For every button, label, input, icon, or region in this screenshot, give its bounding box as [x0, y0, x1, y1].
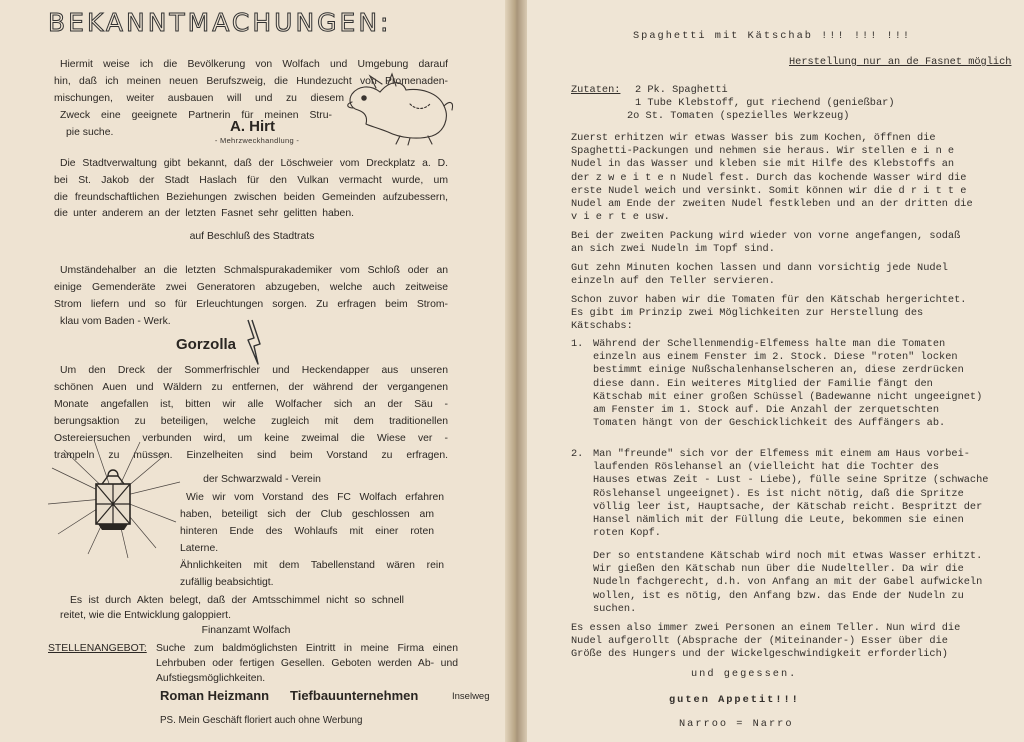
stellen-label: STELLENANGEBOT:: [48, 643, 147, 654]
fc-notice-line: Ähnlichkeiten mit dem Tabellenstand wären rein: [180, 560, 444, 571]
fc-notice-line: hinteren Ende des Wohlaufs mit einer roten: [180, 526, 434, 537]
zutaten-item: 1 Tube Klebstoff, gut riechend (genießbar): [635, 97, 895, 109]
company-ps: PS. Mein Geschäft floriert auch ohne Werbung: [160, 715, 363, 726]
hirt-notice-line: pie suche.: [66, 127, 114, 138]
appetit-line: guten Appetit!!!: [669, 694, 800, 706]
schwarzwald-notice-line: Um den Dreck der Sommerfrischler und Heckendapper aus unseren: [60, 365, 448, 376]
fc-notice-line: zufällig beabsichtigt.: [180, 577, 274, 588]
company-street: Inselweg: [452, 691, 490, 702]
finanz-notice-line: reitet, wie die Entwicklung galoppiert.: [60, 610, 231, 621]
recipe-list-item: Während der Schellenmendig-Elfemess halte man die Tomaten einzeln aus einem Fenster im 2. Stock. Diese "roten" locken bestimmt einige Nußschalenhanselscheren an, diese zerdrücken diese dann. Ein weiteres Mitglied der Familie fängt den Kätschab mit einer großen Schüssel (Badewanne nicht ungeeignet) am Fenster im 1. Stock auf. Die Anzahl der zerquetschten Tomaten hängt von der Geschicklichkeit des Auffängers ab.: [593, 338, 983, 430]
schwarzwald-notice-line: schönen Auen und Wäldern zu entfernen, der während der vergangenen: [54, 382, 448, 393]
recipe-subtitle: Herstellung nur an de Fasnet möglich: [789, 56, 1012, 68]
lantern-icon: [44, 438, 184, 560]
fc-notice-line: haben, beteiligt sich der Club geschlossen am: [180, 509, 434, 520]
finanz-notice-line: Es ist durch Akten belegt, daß der Amtsschimmel nicht so schnell: [70, 595, 404, 606]
gorzolla-notice-line: Umständehalber an die letzten Schmalspurakademiker vom Schloß oder an: [60, 265, 448, 276]
recipe-paragraph: Zuerst erhitzen wir etwas Wasser bis zum Kochen, öffnen die Spaghetti-Packungen und nehmen sie heraus. Wir stellen e i n e Nudel in das Wasser und kleben sie mit Hilfe des Klebstoffs an der z w e i t e n Nudel fest. Durch das kochende Wasser wird die erste Nudel weich und versinkt. Somit können wir die d r i t t e Nudel am Ende der zweiten Nudel festkleben und an der dritten die v i e r t e usw.: [571, 132, 973, 224]
schwarzwald-notice-line: berungsaktion zu beteiligen, welche zugleich mit dem traditionellen: [54, 416, 448, 427]
recipe-list-item-continued: Der so entstandene Kätschab wird noch mit etwas Wasser erhitzt. Wir gießen den Kätschab nun über die Nudelteller. Da wir die Nudeln fachgerecht, d.h. von Anfang an mit der Gabel aufwickeln wollen, ist es nötig, den Anfang bzw. das Ende der Nudeln zu suchen.: [593, 550, 983, 615]
gorzolla-name: Gorzolla: [176, 336, 237, 353]
hirt-notice-line: mischungen, weiter ausbauen will und zu diesem: [54, 93, 344, 104]
zutaten-label: Zutaten:: [571, 84, 621, 96]
left-page: [0, 0, 505, 742]
schwarzwald-notice-line: Monate angefallen ist, bitten wir alle Wolfacher sich an der Säu -: [54, 399, 448, 410]
stellen-notice-line: Aufstiegsmöglichkeiten.: [156, 673, 266, 684]
company-type: Tiefbauunternehmen: [290, 688, 419, 703]
stellen-notice-line: Lehrbuben oder fertigen Gesellen. Geboten werden Ab- und: [156, 658, 458, 669]
list-number: 2.: [571, 448, 584, 460]
stadt-sign: auf Beschluß des Stadtrats: [189, 231, 315, 242]
fc-notice-line: Laterne.: [180, 543, 219, 554]
stadt-notice-line: Die Stadtverwaltung gibt bekannt, daß der Löschweier vom Dreckplatz a. D.: [60, 158, 448, 169]
gorzolla-notice-line: klau vom Baden - Werk.: [60, 316, 171, 327]
recipe-list-item: Man "freunde" sich vor der Elfemess mit einem am Haus vorbei- laufenden Röslehansel an (vielleicht hat die Tochter des Hauses etwas Zeit - Lust - Liebe), fülle seine Spritze (schwache Röslehansel ungeeignet). Es ist nicht nötig, daß die Spritze völlig leer ist, Hauptsache, der Kätschab reicht. Bespritzt der Hansel nämlich mit der Füllung die Leute, bekommen sie einen roten Kopf.: [593, 448, 989, 540]
right-page: [527, 0, 1024, 742]
recipe-paragraph: Gut zehn Minuten kochen lassen und dann vorsichtig jede Nudel einzeln auf den Teller servieren.: [571, 262, 948, 288]
recipe-paragraph: Bei der zweiten Packung wird wieder von vorne angefangen, sodaß an sich zwei Nudeln im Topf sind.: [571, 230, 961, 256]
finanz-sign: Finanzamt Wolfach: [201, 625, 291, 636]
schwarzwald-sign: der Schwarzwald - Verein: [203, 474, 321, 485]
zutaten-item: 2o St. Tomaten (spezielles Werkzeug): [627, 110, 850, 122]
recipe-title: Spaghetti mit Kätschab !!! !!! !!!: [633, 30, 912, 42]
stellen-notice-line: Suche zum baldmöglichsten Eintritt in meine Firma einen: [156, 643, 458, 654]
zutaten-item: 2 Pk. Spaghetti: [635, 84, 728, 96]
hirt-subtitle: - Mehrzweckhandlung -: [214, 136, 300, 145]
gorzolla-notice-line: Strom liefern und so für Erleuchtungen sorgen. Zu erfragen beim Strom-: [54, 299, 448, 310]
hirt-name: A. Hirt: [230, 118, 275, 135]
hirt-notice-line: Zweck eine geeignete Partnerin für meinen Stru-: [60, 110, 332, 121]
gorzolla-notice-line: einige Gemenderäte zwei Generatoren abzugeben, welche auch zeitweise: [54, 282, 448, 293]
narro-line: Narroo = Narro: [679, 718, 794, 730]
hirt-notice-line: Hiermit weise ich die Bevölkerung von Wolfach und Umgebung darauf: [60, 59, 448, 70]
gegessen-line: und gegessen.: [691, 668, 798, 680]
company-owner-name: Roman Heizmann: [160, 688, 270, 703]
dog-sketch-icon: [340, 70, 458, 146]
fc-notice-line: Wie wir vom Vorstand des FC Wolfach erfahren: [186, 492, 444, 503]
recipe-paragraph: Schon zuvor haben wir die Tomaten für den Kätschab hergerichtet. Es gibt im Prinzip zwei Möglichkeiten zur Herstellung des Kätschabs:: [571, 294, 967, 333]
recipe-paragraph: Es essen also immer zwei Personen an einem Teller. Nun wird die Nudel aufgerollt (Absprache der (Miteinander-) Esser über die Größe des Hungers und der Wickelgeschwindigkeit erforderlich): [571, 622, 961, 661]
schwarzwald-notice-line: trampeln zu müssen. Einzelheiten sind beim Vorstand zu erfragen.: [54, 450, 448, 461]
schwarzwald-notice-line: Ostereiersuchen verbunden wird, um keine zweimal die Wiese ver -: [54, 433, 448, 444]
page-heading: BEKANNTMACHUNGEN:: [48, 8, 392, 37]
hirt-notice-line: hin, daß ich meinen neuen Berufszweig, die Hundezucht von Promenaden-: [54, 76, 448, 87]
stadt-notice-line: bei St. Jakob der Stadt Haslach für den Vulkan vermacht wurde, um: [54, 175, 448, 186]
list-number: 1.: [571, 338, 584, 350]
stadt-notice-line: die unter anderem an der letzten Fasnet sehr gelitten haben.: [54, 208, 354, 219]
lightning-bolt-icon: [240, 318, 266, 368]
book-gutter: [505, 0, 527, 742]
stadt-notice-line: die freundschaftlichen Beziehungen zwischen beiden Gemeinden aufzubessern,: [54, 192, 448, 203]
